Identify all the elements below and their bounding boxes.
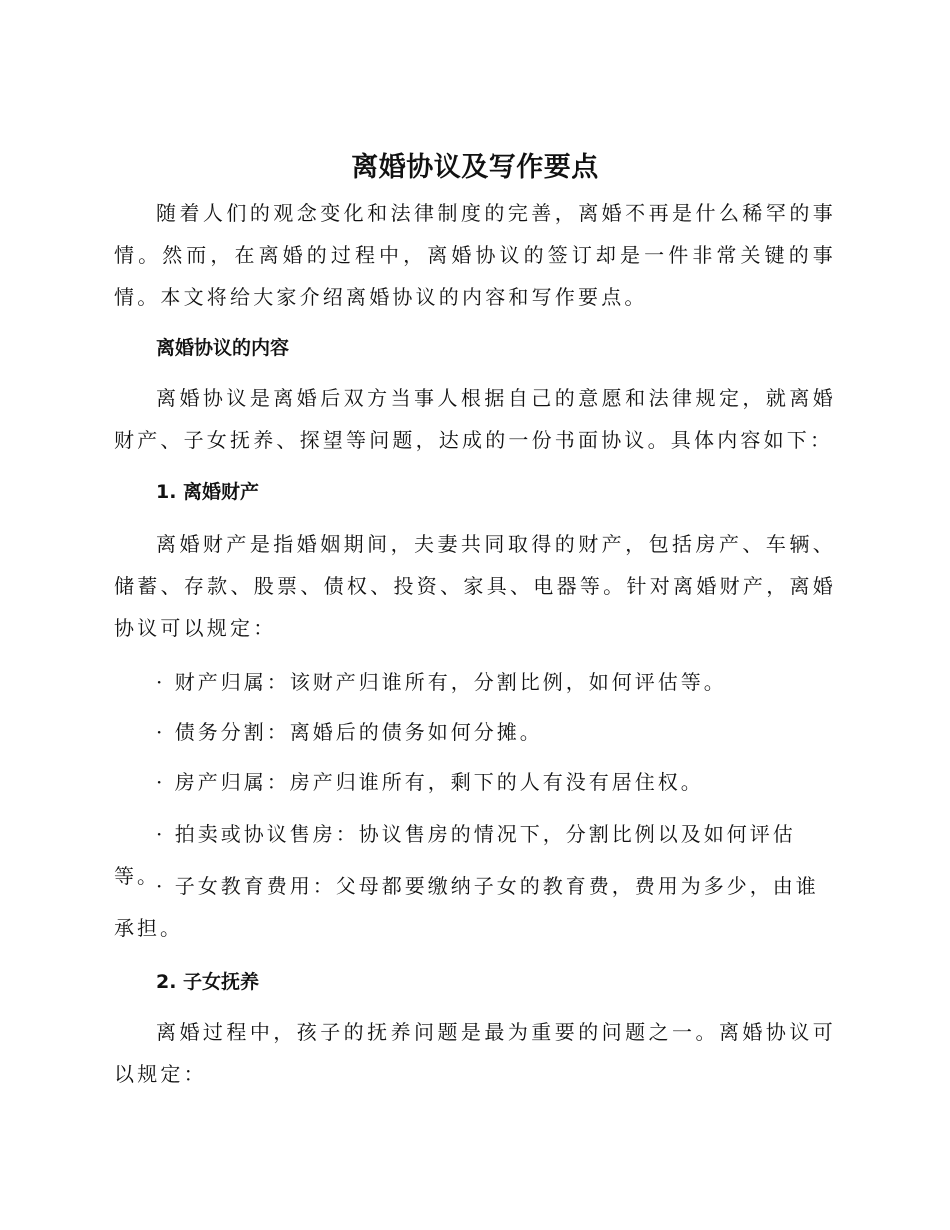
list-item: · 房产归属：房产归谁所有，剩下的人有没有居住权。 bbox=[156, 770, 704, 794]
list-item: · 拍卖或协议售房：协议售房的情况下，分割比例以及如何评估等。 bbox=[114, 822, 796, 888]
intro-paragraph: 随着人们的观念变化和法律制度的完善，离婚不再是什么稀罕的事情。然而，在离婚的过程中，离婚协议的签订却是一件非常关键的事情。本文将给大家介绍离婚协议的内容和写作要点。 bbox=[114, 201, 836, 309]
section-content-paragraph: 离婚协议是离婚后双方当事人根据自己的意愿和法律规定，就离婚财产、子女抚养、探望等问题，达成的一份书面协议。具体内容如下： bbox=[114, 386, 836, 452]
child-custody-paragraph: 离婚过程中，孩子的抚养问题是最为重要的问题之一。离婚协议可以规定： bbox=[114, 1020, 836, 1086]
property-paragraph: 离婚财产是指婚姻期间，夫妻共同取得的财产，包括房产、车辆、储蓄、存款、股票、债权、投资、家具、电器等。针对离婚财产，离婚协议可以规定： bbox=[114, 532, 836, 640]
document-title: 离婚协议及写作要点 bbox=[351, 152, 599, 183]
list-item: · 财产归属：该财产归谁所有，分割比例，如何评估等。 bbox=[156, 670, 727, 694]
list-item: · 子女教育费用：父母都要缴纳子女的教育费，费用为多少，由谁承担。 bbox=[114, 874, 819, 940]
subsection-heading-child-custody: 2. 子女抚养 bbox=[156, 971, 260, 993]
subsection-heading-property: 1. 离婚财产 bbox=[156, 481, 260, 503]
list-item: · 债务分割：离婚后的债务如何分摊。 bbox=[156, 720, 543, 744]
section-heading-content: 离婚协议的内容 bbox=[156, 337, 290, 359]
